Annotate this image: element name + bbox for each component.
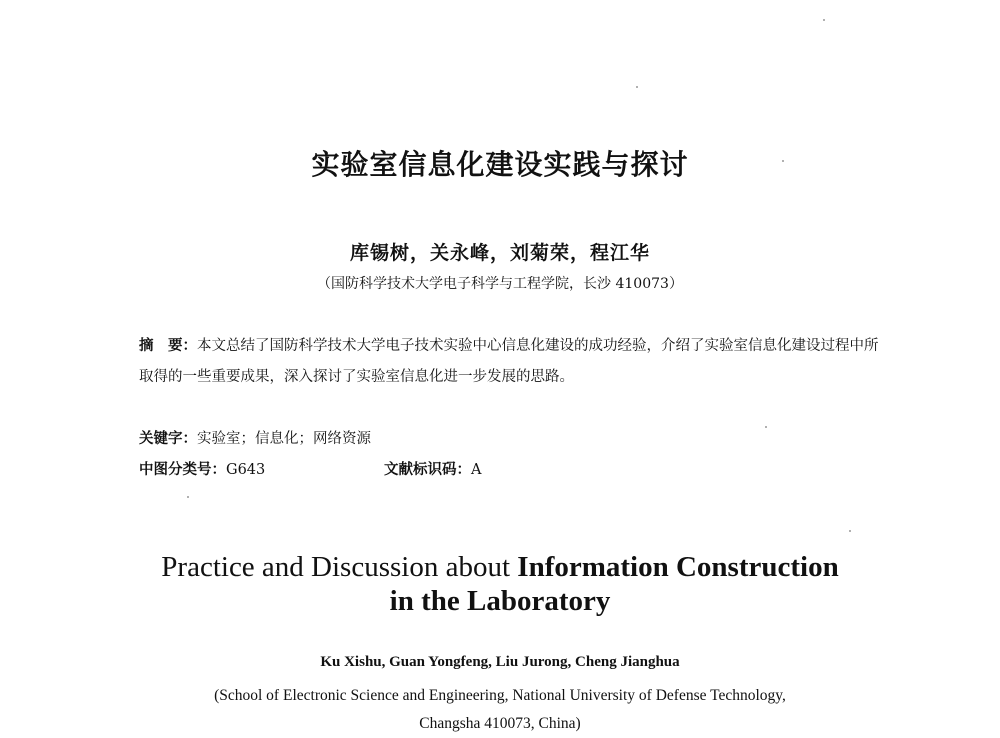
english-title-part1: Practice and Discussion about — [161, 551, 518, 583]
scan-speck — [823, 19, 825, 21]
classification-number — [139, 458, 265, 479]
scan-speck — [187, 496, 189, 498]
chinese-keywords — [139, 427, 371, 448]
scan-speck — [636, 86, 638, 88]
doccode-label: 文献标识码： — [384, 462, 471, 478]
chinese-authors: 库锡树，关永峰，刘菊荣，程江华 — [349, 242, 650, 264]
scan-speck — [765, 426, 767, 428]
abstract-text: 本文总结了国防科学技术大学电子技术实验中心信息化建设的成功经验，介绍了实验室信息化建设过程中所取得的一些重要成果，深入探讨了实验室信息化进一步发展的思路。 — [139, 338, 879, 385]
scan-speck — [849, 530, 851, 532]
english-affiliation — [0, 682, 1000, 738]
abstract-label: 摘 要： — [139, 338, 197, 354]
scan-speck — [782, 160, 784, 162]
english-title-line2-text: in the Laboratory — [389, 585, 611, 617]
english-affiliation-line2: Changsha 410073, China) — [419, 715, 581, 732]
english-affiliation-line1: (School of Electronic Science and Engineering, National University of Defense Technology, — [214, 687, 786, 704]
keywords-text: 实验室；信息化；网络资源 — [197, 431, 371, 447]
english-title-line1 — [0, 550, 1000, 584]
english-title-line2 — [0, 584, 1000, 618]
english-authors: Ku Xishu, Guan Yongfeng, Liu Jurong, Cheng Jianghua — [320, 654, 680, 670]
doccode-value: A — [471, 462, 482, 478]
chinese-abstract — [139, 331, 879, 393]
english-title-part2: Information Construction — [517, 551, 839, 583]
chinese-title: 实验室信息化建设实践与探讨 — [311, 148, 689, 181]
english-title — [0, 550, 1000, 618]
document-code — [384, 458, 481, 479]
class-value: G643 — [226, 462, 266, 478]
keywords-label: 关键字： — [139, 431, 197, 447]
class-label: 中图分类号： — [139, 462, 226, 478]
chinese-affiliation: （国防科学技术大学电子科学与工程学院，长沙 410073） — [317, 276, 683, 292]
